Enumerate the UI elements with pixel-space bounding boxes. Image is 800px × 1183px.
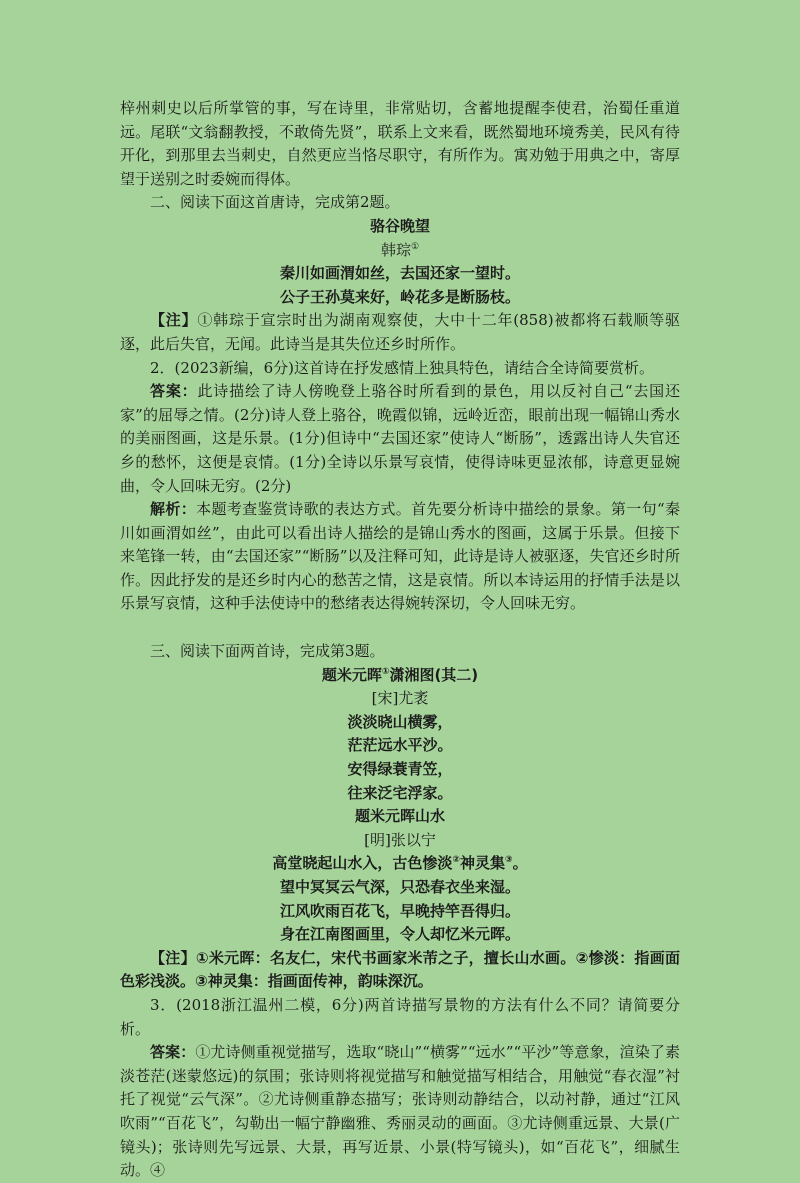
poem2-title: 题米元晖山水: [354, 807, 445, 826]
author-name: 韩琮: [380, 240, 411, 259]
analysis-2: [120, 498, 680, 616]
section-gap: [120, 616, 680, 640]
footnote-marker: ①: [381, 666, 390, 677]
poem1-title: [120, 664, 680, 688]
section3-heading: 三、阅读下面两首诗，完成第3题。: [150, 642, 385, 661]
question-source: (2023新编，6分): [174, 358, 294, 377]
note-label: 【注】: [150, 311, 198, 330]
poem-line: [120, 852, 680, 876]
poem2-line1-pre: 高堂晓起山水入，古色惨淡: [272, 854, 453, 873]
poem-line: 江风吹雨百花飞，早晚持竿吾得归。: [279, 901, 520, 920]
poem2-line1-end: 。: [512, 854, 528, 873]
poem-line: 秦川如画渭如丝，去国还家一望时。: [279, 264, 520, 283]
carry-over-paragraph: 梓州刺史以后所掌管的事，写在诗里，非常贴切，含蓄地提醒李使君，治蜀任重道远。尾联“文翁翻教授，不敢倚先贤”，联系上文来看，既然蜀地环境秀美，民风有待开化，到那里去当刺史，自然更应当恪尽职守，有所作为。寓劝勉于用典之中，寄厚望于送别之时委婉而得体。: [120, 99, 680, 188]
poem-line: 身在江南图画里，令人却忆米元晖。: [279, 925, 520, 944]
poem1-title-pre: 题米元晖: [321, 665, 382, 684]
poem-line: 淡淡晓山横雾，: [347, 712, 453, 731]
document-content: [120, 97, 680, 1183]
poem-line: 公子王孙莫来好，岭花多是断肠枝。: [279, 287, 520, 306]
poem-note: 【注】①米元晖：名友仁，宋代书画家米芾之子，擅长山水画。②惨淡：指画面色彩浅淡。③神灵集：指画面传神，韵味深沉。: [120, 948, 680, 991]
poem-note: [120, 309, 680, 356]
poem2-author: [明]张以宁: [364, 830, 436, 849]
poem1-title-post: 潇湘图(其二): [389, 665, 479, 684]
poem-line: 往来泛宅浮家。: [347, 783, 453, 802]
footnote-marker: ①: [410, 241, 420, 252]
question-source: (2018浙江温州二模，6分): [176, 995, 364, 1014]
answer-text: ①尤诗侧重视觉描写，选取“晓山”“横雾”“远水”“平沙”等意象，渲染了素淡苍茫(迷蒙悠远)的氛围；张诗则将视觉描写和触觉描写相结合，用触觉“春衣湿”衬托了视觉“云气深”。②尤诗侧重静态描写；张诗则动静结合，以动衬静，通过“江风吹雨”“百花飞”，勾勒出一幅宁静幽雅、秀丽灵动的画面。③尤诗侧重远景、大景(广镜头)；张诗则先写远景、大景，再写近景、小景(特写镜头)，如“百花飞”，细腻生动。④: [120, 1043, 680, 1180]
section2-heading: 二、阅读下面这首唐诗，完成第2题。: [150, 193, 400, 212]
question-text: 这首诗在抒发感情上独具特色，请结合全诗简要赏析。: [293, 358, 654, 377]
answer-label: 答案：: [150, 1043, 196, 1062]
question-2: [120, 357, 680, 381]
question-number: 3．: [150, 995, 177, 1014]
poem-author: [120, 239, 680, 263]
analysis-label: 解析：: [150, 500, 197, 519]
analysis-text: 本题考查鉴赏诗歌的表达方式。首先要分析诗中描绘的景象。第一句“秦川如画渭如丝”，由此可以看出诗人描绘的是锦山秀水的图画，这属于乐景。但接下来笔锋一转，由“去国还家”“断肠”以及注释可知，此诗是诗人被驱逐，失官还乡时所作。因此抒发的是还乡时内心的愁苦之情，这是哀情。所以本诗运用的抒情手法是以乐景写哀情，这种手法使诗中的愁绪表达得婉转深切，令人回味无穷。: [120, 500, 680, 613]
answer-label: 答案：: [150, 382, 198, 401]
footnote-marker: ②: [452, 855, 460, 866]
poem-title: 骆谷晚望: [369, 216, 430, 235]
poem-line: 望中冥冥云气深，只恐春衣坐来湿。: [279, 878, 520, 896]
answer-text: 此诗描绘了诗人傍晚登上骆谷时所看到的景色，用以反衬自己“去国还家”的屈辱之情。(2分)诗人登上骆谷，晚霞似锦，远岭近峦，眼前出现一幅锦山秀水的美丽图画，这是乐景。(1分)但诗中“去国还家”使诗人“断肠”，透露出诗人失官还乡的愁怀，这便是哀情。(1分)全诗以乐景写哀情，使得诗味更显浓郁，诗意更显婉曲，令人回味无穷。(2分): [120, 382, 680, 495]
footnote-marker: ③: [505, 855, 513, 866]
answer-2: [120, 380, 680, 498]
question-number: 2．: [150, 358, 175, 377]
poem-line: 茫茫远水平沙。: [347, 736, 453, 755]
poem-line: 安得绿蓑青笠，: [347, 760, 453, 779]
question-3: [120, 994, 680, 1041]
poem2-line1-post: 神灵集: [459, 854, 505, 873]
note-text: ①韩琮于宣宗时出为湖南观察使，大中十二年(858)被都将石载顺等驱逐，此后失官，无闻。此诗当是其失位还乡时所作。: [120, 311, 680, 353]
poem1-author: [宋]尤袤: [371, 689, 429, 708]
question-text: 两首诗描写景物的方法有什么不同？请简要分析。: [120, 995, 680, 1038]
answer-3: [120, 1041, 680, 1183]
